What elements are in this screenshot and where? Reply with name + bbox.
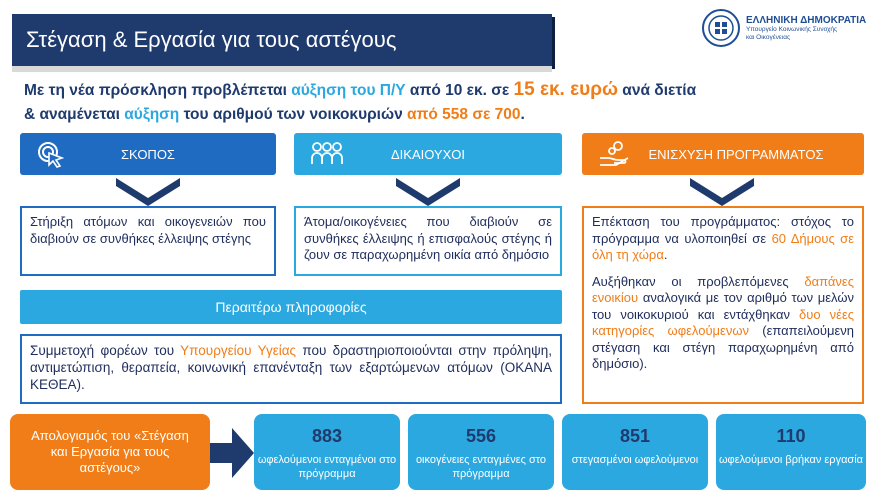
stat-card	[562, 414, 708, 490]
chevron-down-icon	[690, 178, 754, 206]
dikaiouxoi-box	[294, 206, 562, 276]
text-highlight: 60 Δήμους σε όλη τη χώρα	[592, 230, 854, 262]
section-label: ΣΚΟΠΟΣ	[121, 146, 175, 162]
government-logo	[702, 6, 872, 50]
page-title: Στέγαση & Εργασία για τους αστέγους	[12, 14, 552, 66]
arrow-right-icon	[210, 428, 254, 478]
hand-coins-icon	[598, 140, 628, 168]
more-info-header: Περαιτέρω πληροφορίες	[20, 290, 562, 324]
intro-part: .	[520, 106, 525, 123]
text-part: Επέκταση του προγράμματος: στόχος το πρόγραμμα να υλοποιηθεί σε	[592, 214, 854, 246]
intro-part: Με τη νέα πρόσκληση προβλέπεται	[24, 82, 292, 99]
section-label: ΕΝΙΣΧΥΣΗ ΠΡΟΓΡΑΜΜΑΤΟΣ	[648, 146, 824, 162]
intro-part: ανά διετία	[618, 82, 697, 99]
section-header-enisxysi	[582, 133, 864, 175]
stat-value: 883	[311, 426, 343, 446]
stat-value: 110	[776, 426, 806, 446]
stat-value: 851	[619, 426, 651, 446]
enisxysi-paragraph-2	[592, 274, 854, 373]
skopos-text: Στήριξη ατόμων και οικογενειών που διαβιούν σε συνθήκες έλλειψης στέγης	[30, 214, 266, 246]
logo-ministry-line1: Υπουργείο Κοινωνικής Συνοχής	[746, 25, 838, 33]
chevron-down-icon	[116, 178, 180, 206]
dikaiouxoi-text: Άτομα/οικογένειες που διαβιούν σε συνθήκες έλλειψης ή επισφαλούς στέγης ή ζουν σε παραχωρημένη οικία από δημόσιο	[304, 214, 552, 262]
report-card	[10, 414, 210, 490]
text-highlight: δαπάνες ενοικίου	[592, 273, 854, 305]
text-part: Συμμετοχή φορέων του	[30, 343, 181, 358]
title-underline	[12, 66, 552, 72]
more-info-box	[20, 334, 562, 404]
intro-highlight: αύξηση του Π/Υ	[291, 82, 406, 99]
text-highlight: δυο νέες κατηγορίες ωφελούμενων	[592, 306, 855, 338]
stat-card	[254, 414, 400, 490]
intro-part: & αναμένεται	[24, 106, 125, 123]
intro-highlight: αύξηση	[124, 106, 180, 123]
enisxysi-paragraph-1	[592, 214, 854, 264]
hellenic-emblem-icon	[702, 9, 740, 47]
intro-highlight-households: από 558 σε 700	[407, 106, 521, 123]
logo-ministry-line2: και Οικογένειας	[746, 33, 791, 41]
section-header-skopos	[20, 133, 276, 175]
text-highlight: Υπουργείου Υγείας	[180, 343, 297, 358]
stat-caption: ωφελούμενοι ενταγμένοι στο πρόγραμμα	[257, 454, 397, 480]
text-part: (επαπειλούμενη στέγαση και στέγη παραχωρημένη από δημόσιο).	[592, 323, 854, 371]
text-part: Αυξήθηκαν οι προβλεπόμενες	[592, 273, 805, 289]
text-part: που δραστηριοποιούνται στην πρόληψη, αντιμετώπιση, θεραπεία, κοινωνική επανένταξη των εξαρτώμενων ατόμων (ΟΚΑΝΑ ΚΕΘΕΑ).	[30, 343, 552, 392]
intro-part: του αριθμού των νοικοκυριών	[179, 106, 408, 123]
chevron-down-icon	[396, 178, 460, 206]
text-part: .	[663, 247, 668, 262]
click-pointer-icon	[36, 140, 66, 168]
report-label: Απολογισμός του «Στέγαση και Εργασία για τους αστέγους»	[31, 428, 189, 475]
intro-part: από 10 εκ. σε	[405, 82, 514, 99]
skopos-box	[20, 206, 276, 276]
enisxysi-box	[582, 206, 864, 404]
stat-caption: ωφελούμενοι βρήκαν εργασία	[718, 454, 864, 466]
stat-caption: στεγασμένοι ωφελούμενοι	[571, 454, 699, 466]
people-group-icon	[310, 140, 340, 168]
stat-caption: οικογένειες ενταγμένες στο πρόγραμμα	[415, 454, 547, 480]
text-part: αναλογικά με τον αριθμό των μελών του νοικοκυριού και εντάχθηκαν	[592, 290, 854, 322]
intro-highlight-budget: 15 εκ. ευρώ	[513, 79, 618, 100]
intro-text	[24, 78, 784, 127]
stat-card	[408, 414, 554, 490]
stat-card	[716, 414, 866, 490]
section-header-dikaiouxoi	[294, 133, 562, 175]
section-label: ΔΙΚΑΙΟΥΧΟΙ	[390, 146, 465, 162]
logo-org-name: ΕΛΛΗΝΙΚΗ ΔΗΜΟΚΡΑΤΙΑ	[746, 14, 867, 26]
stat-value: 556	[465, 426, 497, 446]
